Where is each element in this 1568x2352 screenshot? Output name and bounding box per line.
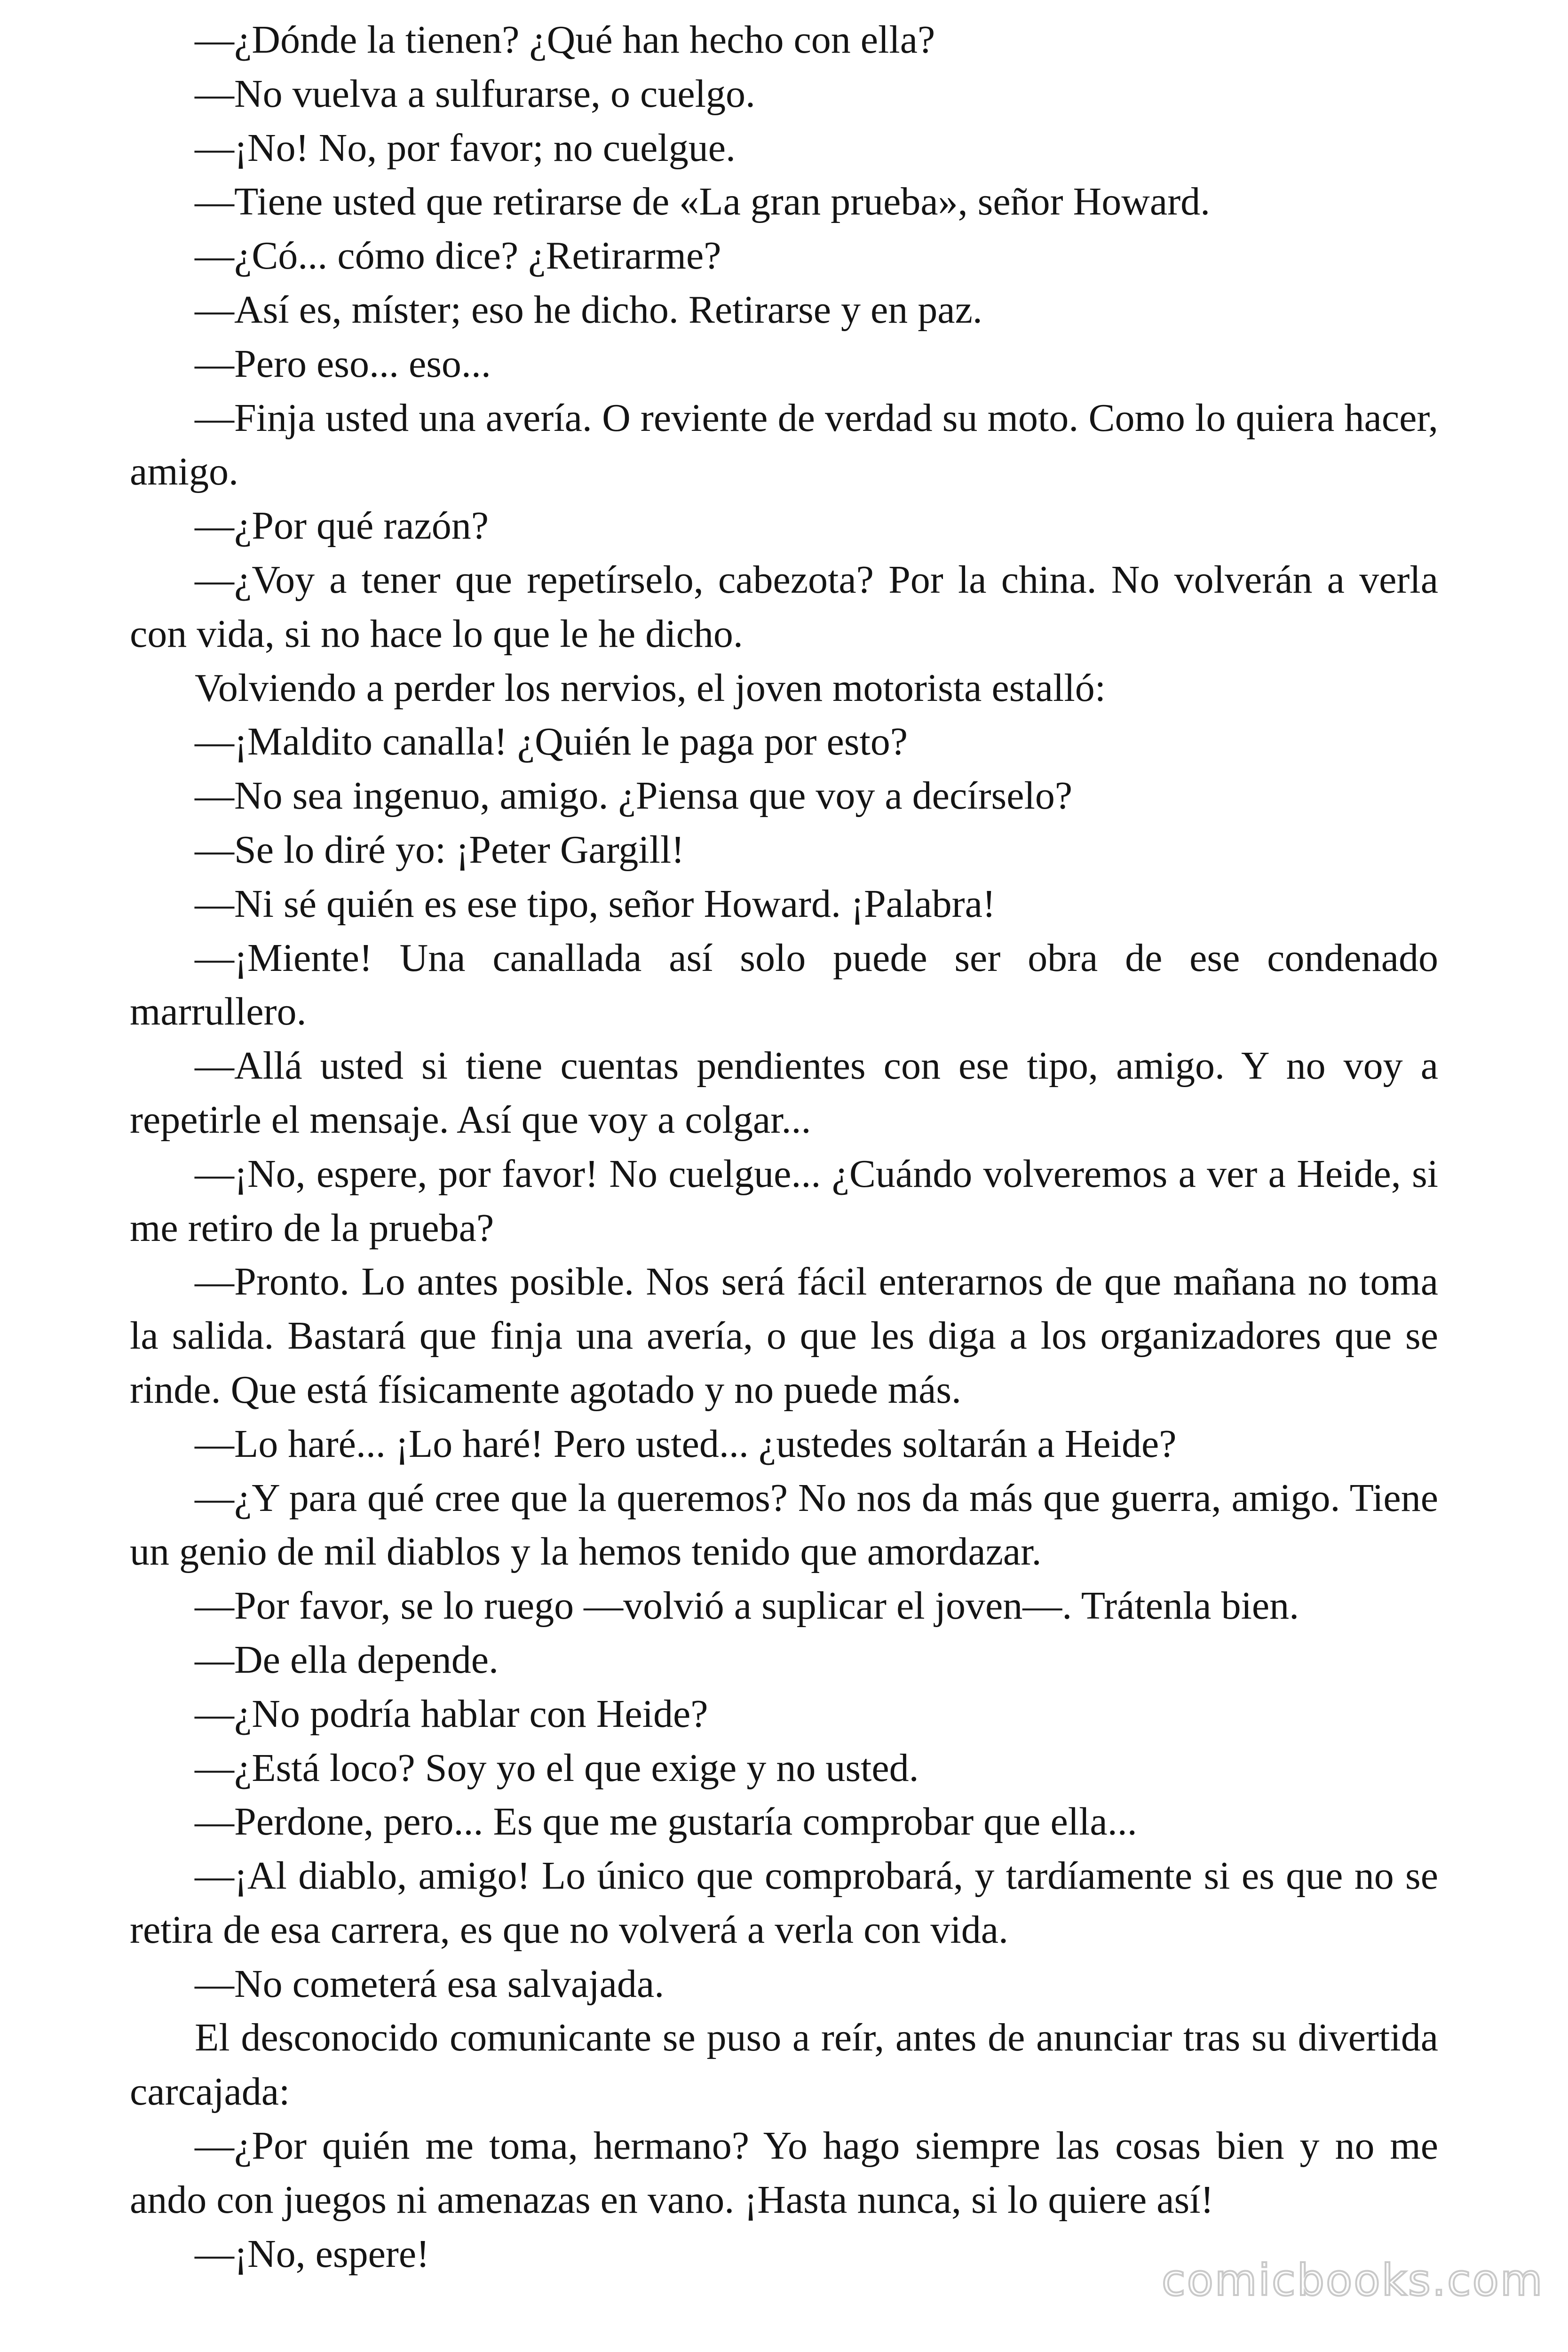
paragraph: —No vuelva a sulfurarse, o cuelgo. <box>195 72 755 116</box>
paragraph: —Ni sé quién es ese tipo, señor Howard. ¡Palabra! <box>195 882 996 926</box>
paragraph: —¡Maldito canalla! ¿Quién le paga por esto? <box>195 720 908 764</box>
paragraph: —No cometerá esa salvajada. <box>195 1962 665 2006</box>
paragraph: —¿Voy a tener que repetírselo, cabezota? Por la china. No volverán a verla con vida, si no hace lo que le he dicho. <box>130 557 1438 656</box>
paragraph: —De ella depende. <box>195 1637 499 1682</box>
paragraph: —Pronto. Lo antes posible. Nos será fácil enterarnos de que mañana no toma la salida. Bastará que finja una avería, o que les diga a los organizadores que se rinde. Que está físicamente agotado y no puede más. <box>130 1260 1438 1412</box>
paragraph: —Pero eso... eso... <box>195 342 491 386</box>
paragraph: —Perdone, pero... Es que me gustaría comprobar que ella... <box>195 1800 1137 1844</box>
paragraph: —No sea ingenuo, amigo. ¿Piensa que voy a decírselo? <box>195 774 1073 818</box>
paragraph: —¿Por qué razón? <box>195 504 489 548</box>
paragraph: —¿Y para qué cree que la queremos? No nos da más que guerra, amigo. Tiene un genio de mil diablos y la hemos tenido que amordazar. <box>130 1476 1438 1574</box>
paragraph: —¡No! No, por favor; no cuelgue. <box>195 126 736 170</box>
paragraph: —¿Có... cómo dice? ¿Retirarme? <box>195 234 721 278</box>
paragraph: —Lo haré... ¡Lo haré! Pero usted... ¿ustedes soltarán a Heide? <box>195 1422 1177 1466</box>
paragraph: —¿Dónde la tienen? ¿Qué han hecho con ella? <box>195 18 935 62</box>
paragraph: —¡No, espere, por favor! No cuelgue... ¿Cuándo volveremos a ver a Heide, si me retiro de la prueba? <box>130 1152 1438 1250</box>
paragraph: —Tiene usted que retirarse de «La gran prueba», señor Howard. <box>195 180 1211 224</box>
paragraph: —Finja usted una avería. O reviente de verdad su moto. Como lo quiera hacer, amigo. <box>130 396 1438 494</box>
paragraph: —Se lo diré yo: ¡Peter Gargill! <box>195 827 685 872</box>
paragraph: El desconocido comunicante se puso a reír, antes de anunciar tras su divertida carcajada: <box>130 2016 1438 2114</box>
paragraph: —Así es, míster; eso he dicho. Retirarse y en paz. <box>195 287 982 332</box>
paragraph: —¿No podría hablar con Heide? <box>195 1692 708 1736</box>
paragraph: —¿Por quién me toma, hermano? Yo hago siempre las cosas bien y no me ando con juegos ni amenazas en vano. ¡Hasta nunca, si lo quiere así! <box>130 2124 1438 2222</box>
paragraph: —Por favor, se lo ruego —volvió a suplicar el joven—. Trátenla bien. <box>195 1584 1299 1628</box>
paragraph: —¡No, espere! <box>195 2232 430 2276</box>
watermark-logo: comicbooks.com <box>1162 2255 1544 2305</box>
paragraph: —Allá usted si tiene cuentas pendientes con ese tipo, amigo. Y no voy a repetirle el mensaje. Así que voy a colgar... <box>130 1044 1438 1142</box>
document-body <box>130 13 1438 2281</box>
paragraph: —¡Miente! Una canallada así solo puede ser obra de ese condenado marrullero. <box>130 936 1438 1034</box>
paragraph: Volviendo a perder los nervios, el joven motorista estalló: <box>195 666 1106 710</box>
paragraph: —¿Está loco? Soy yo el que exige y no usted. <box>195 1746 919 1790</box>
paragraph: —¡Al diablo, amigo! Lo único que comprobará, y tardíamente si es que no se retira de esa carrera, es que no volverá a verla con vida. <box>130 1854 1438 1952</box>
